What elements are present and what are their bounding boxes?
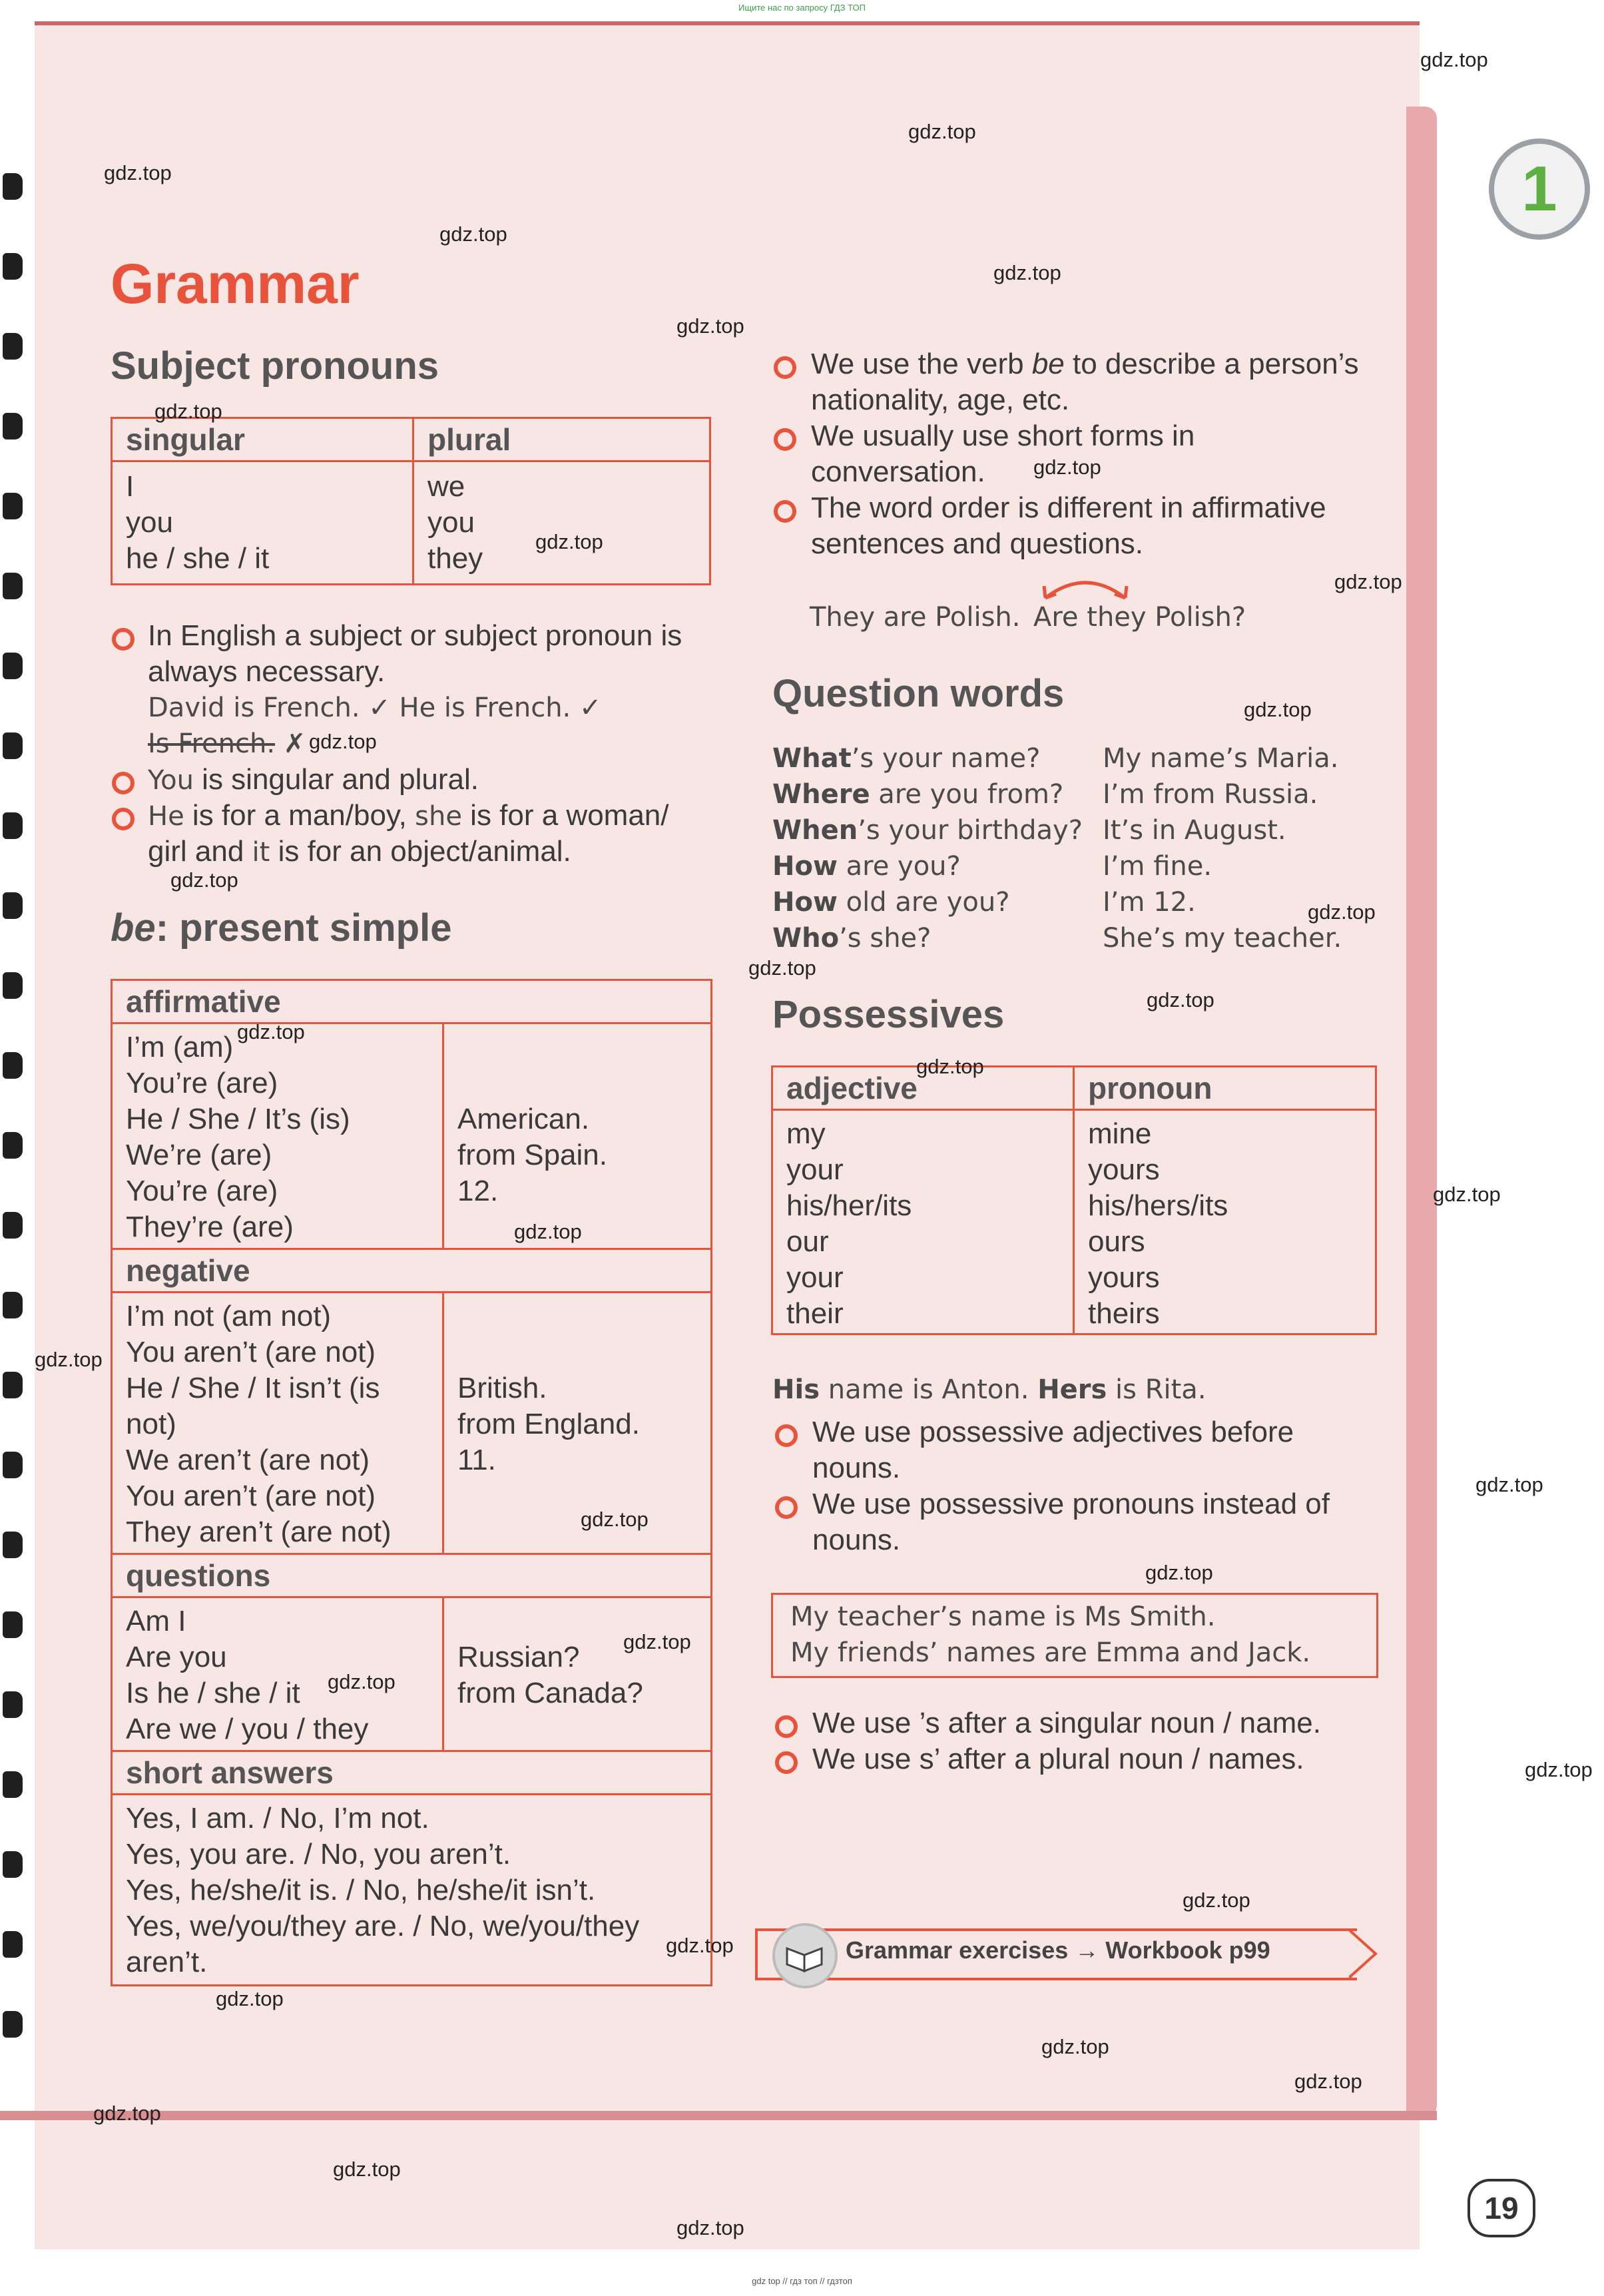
binding-ring bbox=[3, 1052, 23, 1079]
watermark: gdz.top bbox=[1334, 570, 1402, 593]
note-text: We use ’s after a singular noun / name. bbox=[812, 1707, 1321, 1739]
swap-arrow-icon bbox=[1039, 571, 1132, 605]
bullet-icon bbox=[112, 772, 134, 794]
possessives-title: Possessives bbox=[772, 993, 1005, 1036]
question-row: How are you? bbox=[772, 851, 961, 882]
binding-ring bbox=[3, 413, 23, 439]
questions-label: questions bbox=[112, 1554, 712, 1597]
watermark: gdz.top bbox=[1294, 2070, 1362, 2093]
note-text: You is singular and plural. bbox=[148, 763, 479, 796]
binding-ring bbox=[3, 892, 23, 919]
watermark: gdz.top bbox=[993, 261, 1061, 284]
binding-ring bbox=[3, 1212, 23, 1239]
question-words-title: Question words bbox=[772, 672, 1065, 715]
watermark: gdz.top bbox=[1041, 2035, 1109, 2058]
note-text: We usually use short forms in bbox=[811, 420, 1195, 452]
example-text bbox=[148, 726, 306, 762]
binding-ring bbox=[3, 1452, 23, 1478]
watermark: gdz.top bbox=[333, 2157, 401, 2181]
watermark: gdz.top bbox=[581, 1508, 649, 1531]
example-text: Are they Polish? bbox=[1033, 602, 1246, 633]
binding-ring bbox=[3, 493, 23, 519]
watermark: gdz.top bbox=[535, 530, 603, 553]
question-row: Where are you from? bbox=[772, 779, 1064, 810]
pronoun-cell: you bbox=[427, 506, 475, 539]
watermark: gdz.top bbox=[328, 1670, 396, 1693]
answer-row: My name’s Maria. bbox=[1103, 743, 1339, 774]
watermark: gdz.top bbox=[908, 120, 976, 143]
watermark: gdz.top bbox=[35, 1348, 103, 1371]
binding-ring bbox=[3, 972, 23, 999]
binding-ring bbox=[3, 1292, 23, 1318]
binding-ring bbox=[3, 173, 23, 200]
subject-pronouns-title: Subject pronouns bbox=[111, 344, 439, 388]
watermark: gdz.top bbox=[1033, 455, 1101, 479]
affirmative-label: affirmative bbox=[112, 980, 712, 1023]
page-number: 19 bbox=[1468, 2179, 1535, 2237]
bullet-icon bbox=[775, 1424, 798, 1447]
binding-ring bbox=[3, 253, 23, 280]
question-row: When’s your birthday? bbox=[772, 815, 1083, 846]
note-text: nouns. bbox=[812, 1524, 901, 1556]
note-text: In English a subject or subject pronoun is bbox=[148, 619, 682, 652]
answer-row: It’s in August. bbox=[1103, 815, 1286, 846]
open-book-icon bbox=[775, 1926, 835, 1986]
watermark: gdz.top bbox=[1308, 900, 1376, 924]
answer-row: I’m 12. bbox=[1103, 887, 1196, 918]
possessives-example: His name is Anton. Hers is Rita. bbox=[772, 1374, 1206, 1405]
grammar-title: Grammar bbox=[111, 252, 360, 315]
watermark: gdz.top bbox=[1145, 1561, 1213, 1584]
short-answers-label: short answers bbox=[112, 1751, 712, 1795]
watermark: gdz.top bbox=[1433, 1183, 1501, 1206]
binding-ring bbox=[3, 2011, 23, 2038]
watermark: gdz.top bbox=[1244, 698, 1312, 721]
be-present-title: be: present simple bbox=[111, 906, 452, 950]
page-bottom-edge bbox=[0, 2111, 1437, 2120]
col-plural: plural bbox=[413, 418, 710, 461]
answer-row: I’m from Russia. bbox=[1103, 779, 1318, 810]
watermark: gdz.top bbox=[1525, 1758, 1593, 1781]
cross-mark: ✗ bbox=[283, 728, 306, 759]
note-text: nationality, age, etc. bbox=[811, 384, 1070, 416]
spiral-binding bbox=[0, 146, 27, 2078]
note-text: sentences and questions. bbox=[811, 527, 1144, 560]
pronoun-cell: he / she / it bbox=[126, 542, 270, 575]
question-row: How old are you? bbox=[772, 887, 1010, 918]
note-text: girl and it is for an object/animal. bbox=[148, 835, 571, 868]
binding-ring bbox=[3, 1931, 23, 1958]
pronoun-cell: they bbox=[427, 542, 483, 575]
col-singular: singular bbox=[112, 418, 413, 461]
bullet-icon bbox=[112, 628, 134, 651]
example-text: David is French. ✓ He is French. ✓ bbox=[148, 693, 602, 723]
watermark: gdz.top bbox=[170, 868, 238, 892]
note-text: We use s’ after a plural noun / names. bbox=[812, 1743, 1304, 1775]
note-text: We use possessive pronouns instead of bbox=[812, 1488, 1330, 1520]
bullet-icon bbox=[775, 1496, 798, 1519]
binding-ring bbox=[3, 1771, 23, 1798]
binding-ring bbox=[3, 732, 23, 759]
binding-ring bbox=[3, 1691, 23, 1718]
watermark: gdz.top bbox=[154, 400, 222, 423]
answer-row: She’s my teacher. bbox=[1103, 923, 1342, 954]
binding-ring bbox=[3, 1532, 23, 1558]
watermark: gdz.top bbox=[439, 222, 507, 246]
watermark: gdz.top bbox=[1183, 1888, 1250, 1912]
bullet-icon bbox=[774, 428, 796, 451]
bullet-icon bbox=[774, 356, 796, 379]
page-edge bbox=[1406, 107, 1437, 2118]
watermark: gdz.top bbox=[676, 314, 744, 338]
binding-ring bbox=[3, 1611, 23, 1638]
binding-ring bbox=[3, 333, 23, 360]
example-text: They are Polish. bbox=[810, 602, 1021, 633]
watermark: gdz.top bbox=[1147, 988, 1214, 1011]
negative-label: negative bbox=[112, 1249, 712, 1292]
watermark: gdz.top bbox=[676, 2216, 744, 2239]
bottom-note: gdz top // гдз топ // гдзтоп bbox=[752, 2276, 852, 2286]
note-text: The word order is different in affirmative bbox=[811, 491, 1326, 524]
note-text: nouns. bbox=[812, 1452, 901, 1484]
binding-ring bbox=[3, 573, 23, 599]
note-text: conversation. bbox=[811, 455, 985, 488]
bullet-icon bbox=[774, 500, 796, 523]
watermark: gdz.top bbox=[623, 1630, 691, 1653]
question-row: What’s your name? bbox=[772, 743, 1041, 774]
binding-ring bbox=[3, 812, 23, 839]
example-box: My teacher’s name is Ms Smith. My friends’ names are Emma and Jack. bbox=[771, 1593, 1378, 1678]
note-text: He is for a man/boy, she is for a woman/ bbox=[148, 799, 669, 832]
note-text: always necessary. bbox=[148, 655, 386, 688]
watermark: gdz.top bbox=[104, 161, 172, 184]
possessives-table: adjective pronoun my your his/her/its our your their mine yours his/hers/its ours yours theirs bbox=[771, 1065, 1377, 1335]
note-text: We use possessive adjectives before bbox=[812, 1416, 1294, 1448]
watermark: gdz.top bbox=[1420, 48, 1488, 71]
answer-row: I’m fine. bbox=[1103, 851, 1212, 882]
pronoun-cell: you bbox=[126, 506, 173, 539]
watermark: gdz.top bbox=[1475, 1473, 1543, 1496]
pronoun-cell: I bbox=[126, 470, 134, 503]
unit-badge: 1 bbox=[1489, 139, 1590, 240]
col-pronoun: pronoun bbox=[1074, 1067, 1376, 1110]
question-row: Who’s she? bbox=[772, 923, 932, 954]
workbook-link[interactable]: Grammar exercises → Workbook p99 bbox=[846, 1936, 1270, 1964]
col-adjective: adjective bbox=[772, 1067, 1074, 1110]
binding-ring bbox=[3, 653, 23, 679]
pronoun-cell: we bbox=[427, 470, 465, 503]
subject-pronouns-table bbox=[111, 417, 711, 585]
binding-ring bbox=[3, 1372, 23, 1398]
watermark: gdz.top bbox=[309, 730, 377, 753]
top-note: Ищите нас по запросу ГДЗ ТОП bbox=[738, 3, 866, 13]
watermark: gdz.top bbox=[916, 1055, 984, 1078]
bullet-icon bbox=[775, 1751, 798, 1774]
bullet-icon bbox=[775, 1715, 798, 1738]
be-present-table: affirmative I’m (am) You’re (are) He / She / It’s (is) We’re (are) You’re (are) They’re (are) American. from Spain. 12. negative I’m not (am not) You aren’t (are not) He / She / It isn’t (is not) We aren’t (are not) You aren’t (are not) They aren’t (are not) British. from England. 11. questions Am I Are you Is he / she / it Are we / you / they Russian? from Canada? short answers Yes, I am. / No, I’m not. Yes, you are. / No, you aren’t. Yes, he/she/it is. / No, he/she/it isn’t. Yes, we/you/they are. / No, we/you/they aren’t. bbox=[111, 979, 712, 1986]
workbook-arrow-icon bbox=[1349, 1928, 1381, 1980]
watermark: gdz.top bbox=[216, 1987, 284, 2010]
note-text: We use the verb be to describe a person’s bbox=[811, 348, 1359, 380]
binding-ring bbox=[3, 1132, 23, 1159]
watermark: gdz.top bbox=[514, 1220, 582, 1243]
book-icon bbox=[772, 1923, 838, 1988]
watermark: gdz.top bbox=[666, 1934, 734, 1957]
strike-example: Is French. bbox=[148, 728, 276, 759]
binding-ring bbox=[3, 1851, 23, 1878]
bullet-icon bbox=[112, 808, 134, 830]
watermark: gdz.top bbox=[237, 1020, 305, 1043]
watermark: gdz.top bbox=[748, 956, 816, 980]
watermark: gdz.top bbox=[93, 2102, 161, 2125]
